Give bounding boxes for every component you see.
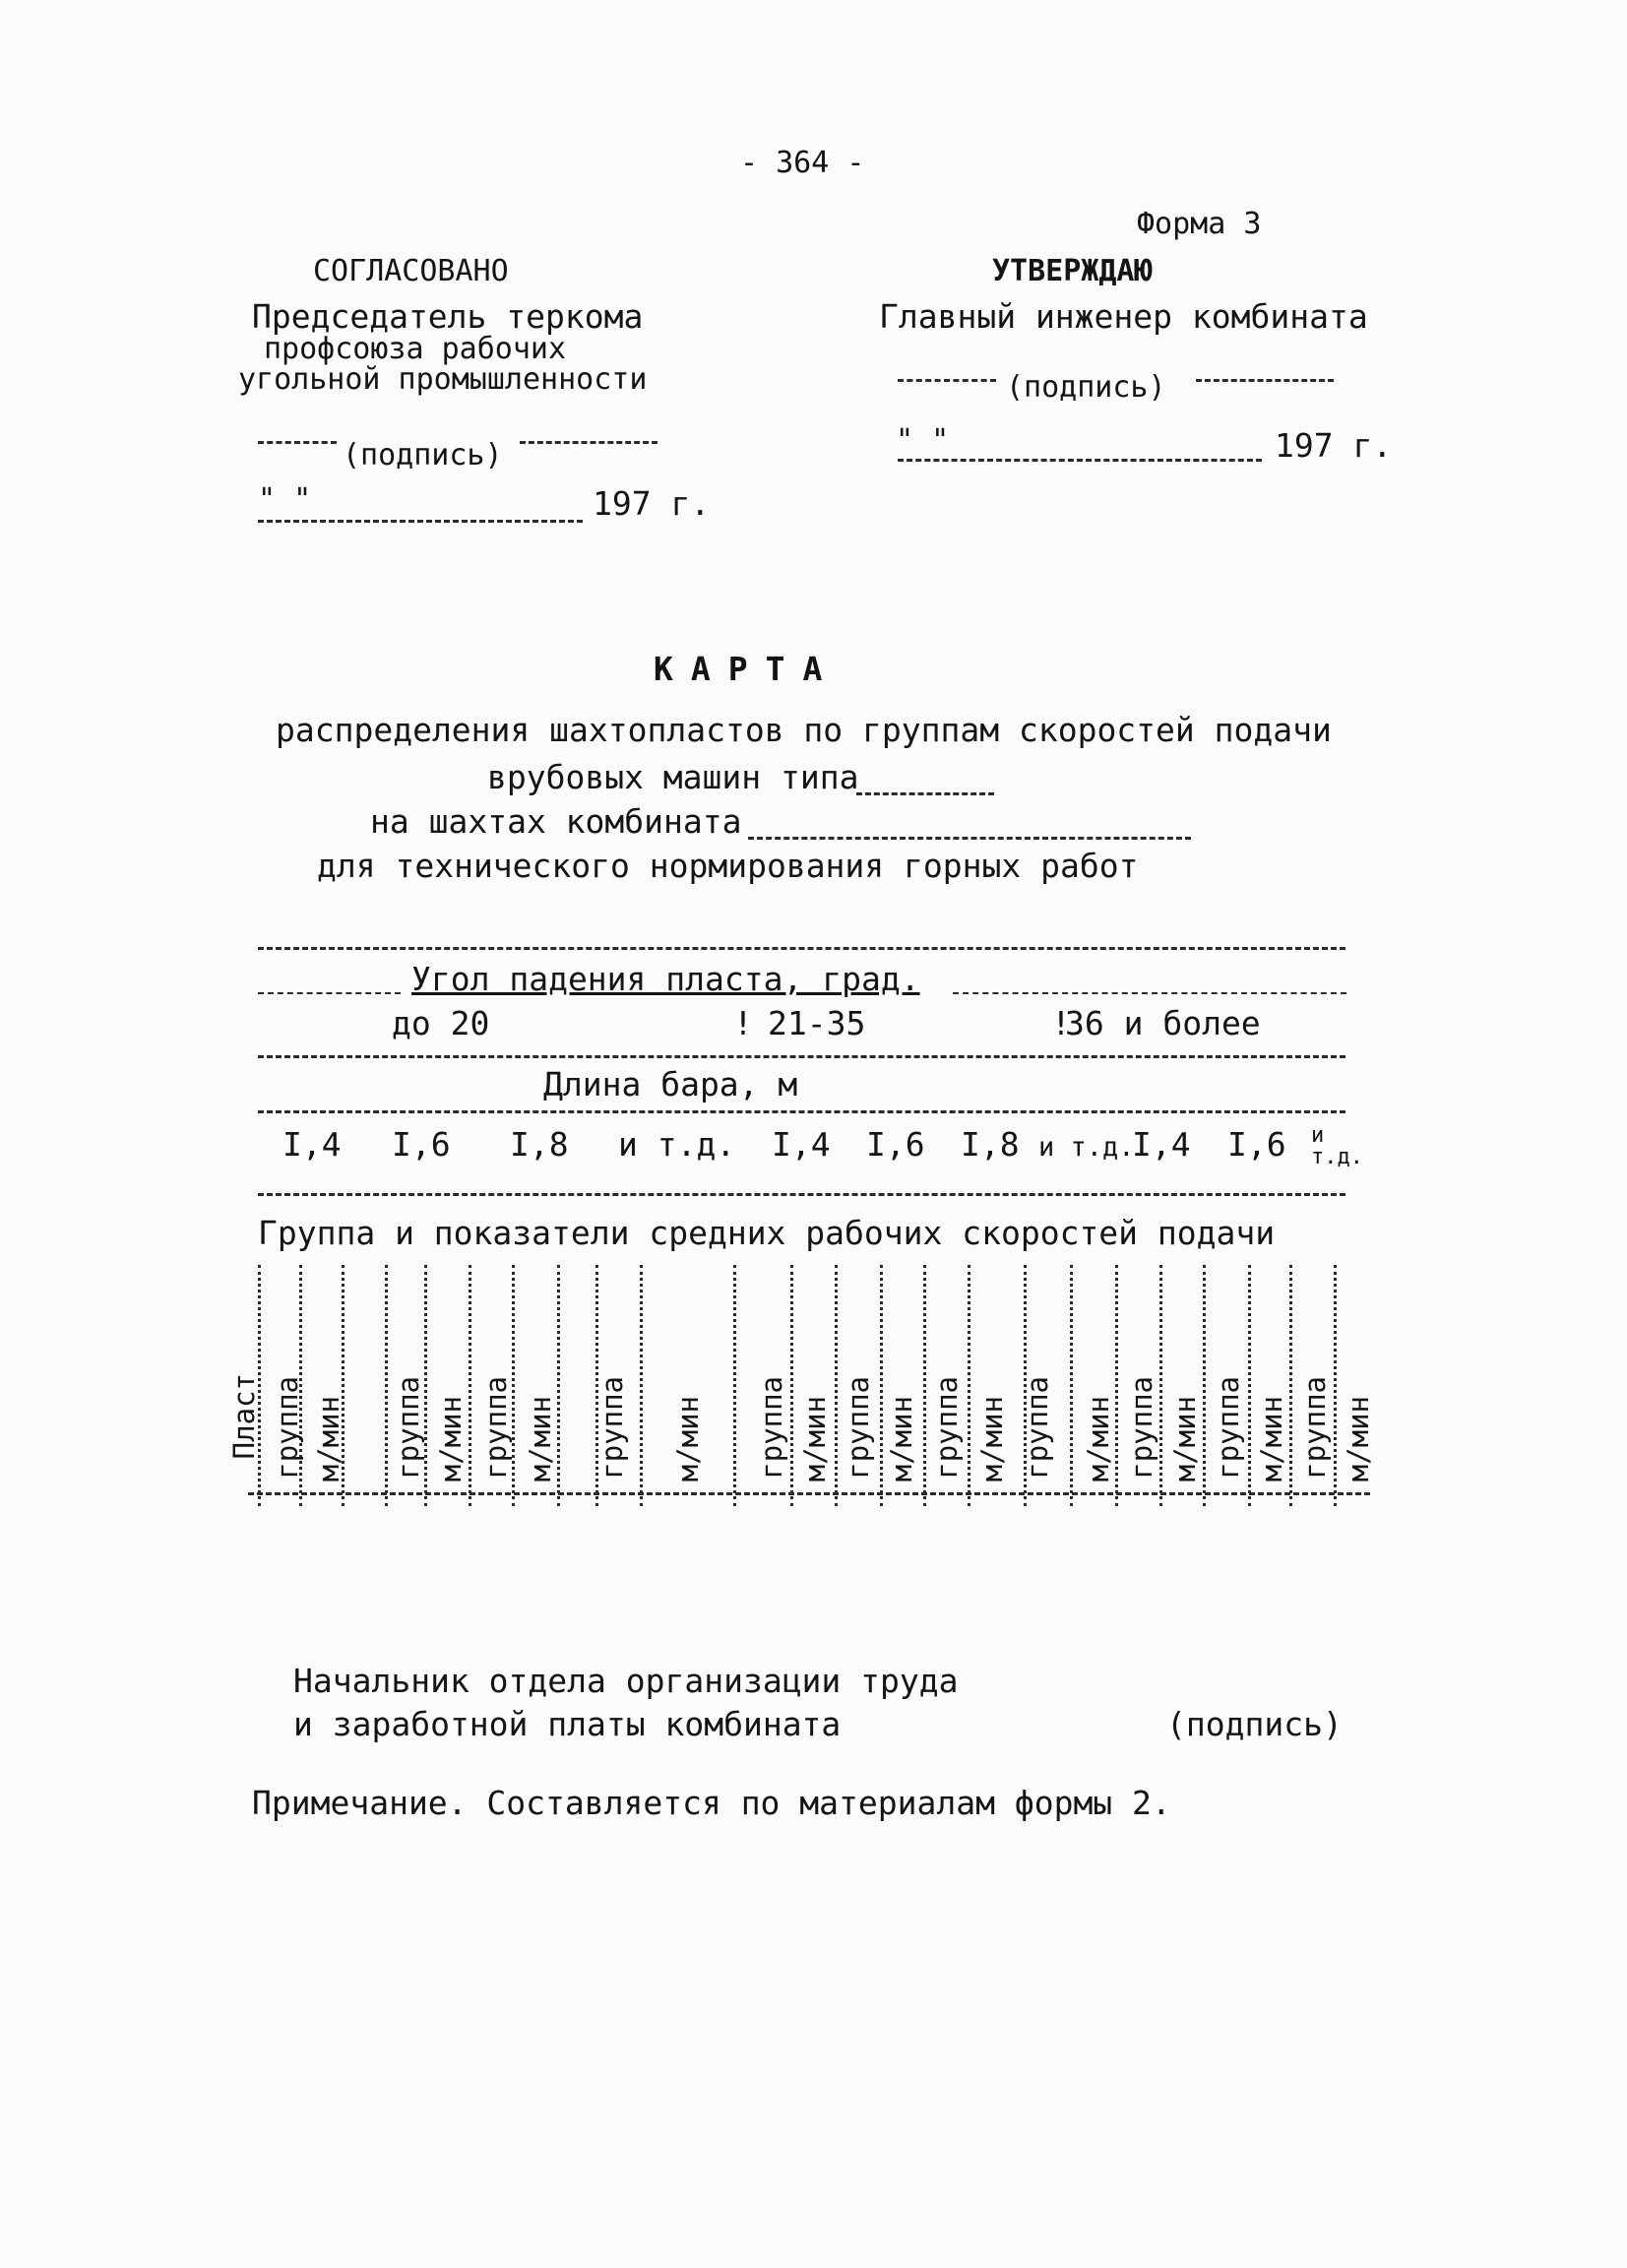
bar-length-cell-text: и т.д.: [1038, 1132, 1135, 1163]
bar-length-header: Длина бара, м: [543, 1065, 798, 1103]
signature-line-left-a: [258, 441, 337, 444]
column-separator: [835, 1265, 838, 1506]
page-number: - 364 -: [740, 146, 865, 180]
column-header-group: группа: [595, 1376, 629, 1480]
group-header: Группа и показатели средних рабочих скоростей подачи: [258, 1214, 1276, 1252]
column-separator: [1289, 1265, 1292, 1506]
column-header-speed: м/мин: [1082, 1396, 1115, 1482]
approval-left-signature: (подпись): [343, 438, 503, 472]
column-header-speed: м/мин: [885, 1396, 918, 1482]
chief-line1: Начальник отдела организации труда: [293, 1662, 959, 1700]
column-separator: [1115, 1265, 1118, 1506]
machine-type-blank: [856, 792, 994, 795]
column-separator: [640, 1265, 643, 1506]
column-header-group: группа: [930, 1376, 964, 1480]
approval-right-title: УТВЕРЖДАЮ: [992, 254, 1153, 288]
column-separator: [469, 1265, 471, 1506]
angle-rule-left: [258, 992, 401, 994]
column-header-group: группа: [1021, 1376, 1054, 1480]
column-separator: [923, 1265, 926, 1506]
angle-sep-1: !: [733, 1004, 753, 1042]
bar-length-cell: [1311, 1123, 1363, 1171]
angle-group-1: до 20: [392, 1004, 490, 1042]
bar-length-cell: I,6: [866, 1125, 925, 1164]
approval-left-line3: угольной промышленности: [238, 362, 648, 397]
column-separator: [385, 1265, 388, 1506]
approval-left-title: СОГЛАСОВАНО: [313, 254, 509, 288]
chief-line2: и заработной платы комбината: [293, 1705, 842, 1743]
bar-length-cell: [1038, 1125, 1142, 1164]
angle-header: Угол падения пласта, град.: [411, 960, 920, 998]
angle-sep-2: !: [1051, 1004, 1071, 1042]
column-header-speed: м/мин: [524, 1396, 557, 1482]
table-bottom-rule: [248, 1492, 1370, 1495]
column-separator: [1334, 1265, 1337, 1506]
bar-length-rule: [258, 1110, 1345, 1113]
angle-bottom-rule: [258, 1055, 1345, 1058]
column-separator: [1203, 1265, 1206, 1506]
bar-values-rule: [258, 1193, 1345, 1196]
column-separator: [880, 1265, 883, 1506]
document-title-line2: врубовых машин типа: [487, 758, 859, 796]
date-line-right: [898, 459, 1262, 462]
document-title-line1: распределения шахтопластов по группам скоростей подачи: [276, 711, 1332, 749]
column-header-group: группа: [392, 1376, 425, 1480]
approval-left-quotes: " ": [258, 482, 312, 517]
approval-right-signature: (подпись): [1006, 370, 1166, 405]
bar-length-cell: I,6: [392, 1125, 451, 1164]
column-header-speed: м/мин: [798, 1396, 832, 1482]
column-header-speed: м/мин: [975, 1396, 1009, 1482]
note: Примечание. Составляется по материалам формы 2.: [252, 1784, 1171, 1822]
column-header-speed: м/мин: [1168, 1396, 1202, 1482]
bar-length-cell: I,4: [772, 1125, 831, 1164]
column-header-plast: Пласт: [227, 1373, 261, 1460]
column-header-group: группа: [1212, 1376, 1245, 1480]
chief-signature: (подпись): [1166, 1705, 1343, 1743]
column-separator: [557, 1265, 560, 1506]
approval-right-year: 197 г.: [1275, 426, 1393, 465]
column-separator: [1248, 1265, 1251, 1506]
column-separator: [1159, 1265, 1162, 1506]
column-separator: [733, 1265, 736, 1506]
document-title-line4: для технического нормирования горных работ: [317, 847, 1139, 885]
bar-length-cell-text: и т.д.: [1311, 1123, 1363, 1169]
approval-left-line1: Председатель теркома: [252, 297, 644, 336]
approval-left-year: 197 г.: [593, 484, 711, 523]
angle-group-3: 36 и более: [1065, 1004, 1261, 1042]
table-top-rule: [258, 947, 1345, 950]
bar-length-cell: I,6: [1227, 1125, 1286, 1164]
combine-name-blank: [748, 837, 1191, 840]
approval-right-quotes: " ": [896, 423, 950, 458]
column-header-speed: м/мин: [1342, 1396, 1375, 1482]
signature-line-right-a: [898, 379, 996, 382]
approval-right-line1: Главный инженер комбината: [879, 297, 1368, 336]
angle-rule-right: [953, 992, 1346, 994]
signature-line-left-b: [520, 441, 657, 444]
bar-length-cell: I,8: [510, 1125, 569, 1164]
column-separator: [1070, 1265, 1073, 1506]
document-title-word: КАРТА: [654, 650, 841, 688]
bar-length-cell: I,8: [961, 1125, 1020, 1164]
column-header-group: группа: [479, 1376, 513, 1480]
column-header-group: группа: [1298, 1376, 1332, 1480]
column-header-speed: м/мин: [1255, 1396, 1288, 1482]
column-header-group: группа: [755, 1376, 788, 1480]
column-header-speed: м/мин: [312, 1396, 345, 1482]
bar-length-cell: и т.д.: [618, 1125, 736, 1164]
column-header-group: группа: [1125, 1376, 1158, 1480]
bar-length-cell: I,4: [1132, 1125, 1191, 1164]
column-header-speed: м/мин: [434, 1396, 468, 1482]
signature-line-right-b: [1196, 379, 1334, 382]
form-label: Форма 3: [1137, 207, 1262, 241]
column-header-group: группа: [271, 1376, 304, 1480]
column-separator: [968, 1265, 970, 1506]
approval-left-line2: профсоюза рабочих: [264, 332, 567, 366]
column-header-group: группа: [842, 1376, 875, 1480]
column-header-speed: м/мин: [671, 1396, 705, 1482]
date-line-left: [258, 520, 583, 523]
column-separator: [790, 1265, 793, 1506]
angle-group-2: 21-35: [768, 1004, 866, 1042]
document-title-line3: на шахтах комбината: [370, 802, 742, 841]
bar-length-cell: I,4: [282, 1125, 342, 1164]
